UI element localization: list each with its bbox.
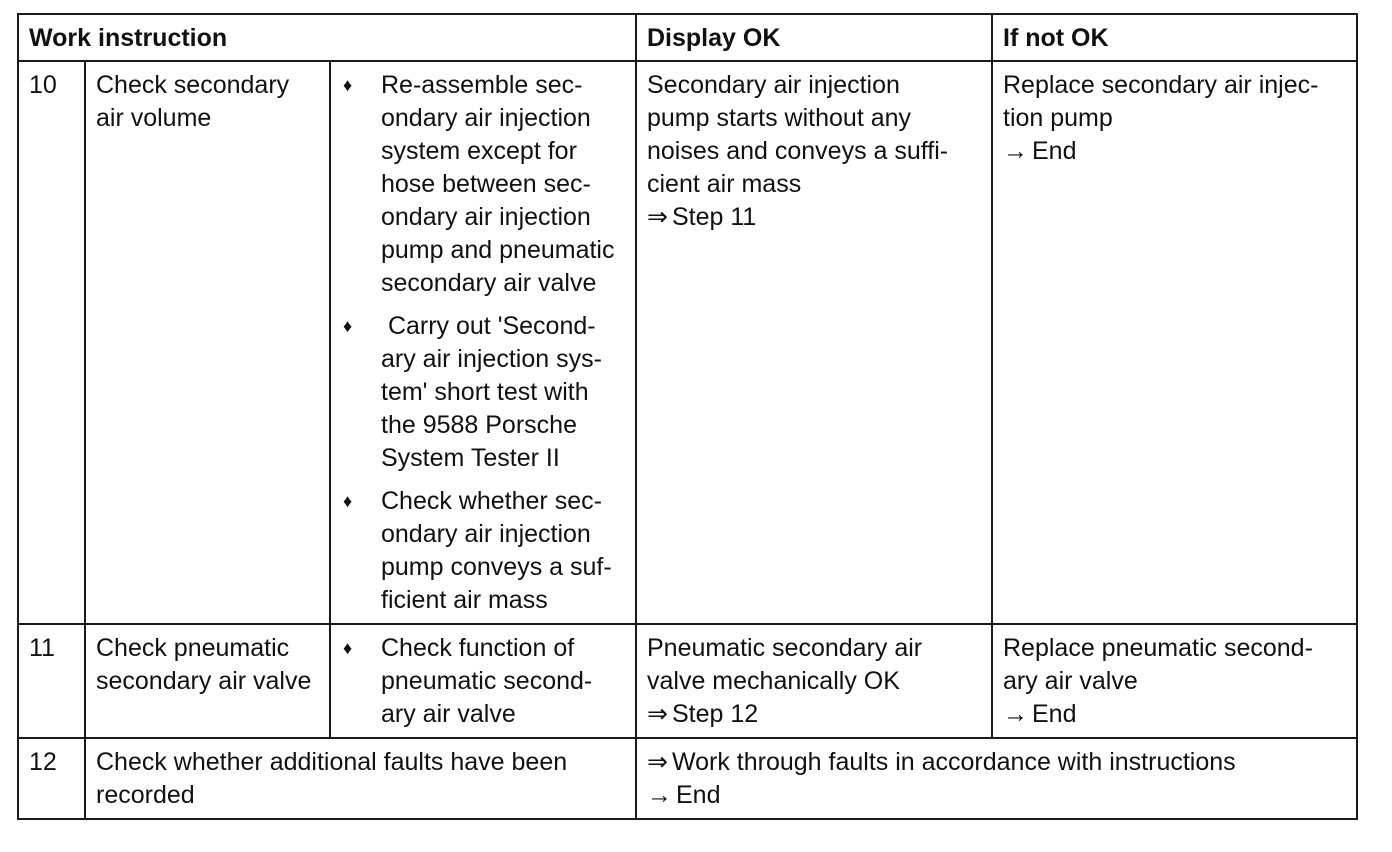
list-item: ♦ Re-assemble sec- ondary air injection system except for hose between sec- ondary air injection pump and pneumatic secondary air valve bbox=[343, 71, 615, 297]
end-label: End bbox=[1032, 137, 1077, 165]
step-actions bbox=[330, 61, 636, 624]
result-text: Work through faults in accordance with instructions bbox=[671, 748, 1236, 776]
step-number: 10 bbox=[18, 61, 85, 624]
double-arrow-icon: ⇒ bbox=[647, 203, 668, 231]
arrow-right-icon: → bbox=[1003, 137, 1028, 165]
diamond-bullet-icon: ♦ bbox=[343, 491, 353, 511]
if-not-ok-cell: Replace secondary air injec- tion pump → End bbox=[992, 61, 1357, 624]
end-label: End bbox=[676, 781, 721, 809]
table-row bbox=[18, 61, 1357, 624]
work-instruction-table bbox=[17, 13, 1358, 820]
if-not-ok-cell: Replace pneumatic second- ary air valve → End bbox=[992, 624, 1357, 738]
list-item: ♦ Check whether sec- ondary air injection pump conveys a suf- ficient air mass bbox=[343, 487, 612, 614]
next-step-link: Step 12 bbox=[671, 700, 759, 728]
next-step-link: Step 11 bbox=[671, 203, 757, 231]
step-title: Check pneumatic secondary air valve bbox=[85, 624, 330, 738]
double-arrow-icon: ⇒ bbox=[647, 748, 668, 776]
step-actions bbox=[330, 624, 636, 738]
step-number: 11 bbox=[18, 624, 85, 738]
arrow-right-icon: → bbox=[647, 781, 672, 809]
step-title: Check secondary air volume bbox=[85, 61, 330, 624]
display-ok-cell: Secondary air injection pump starts without any noises and conveys a suffi- cient air mass ⇒ Step 11 bbox=[636, 61, 992, 624]
result-cell bbox=[636, 738, 1357, 819]
table-row bbox=[18, 738, 1357, 819]
list-item: ♦ Check function of pneumatic second- ary air valve bbox=[343, 634, 593, 728]
header-if-not-ok: If not OK bbox=[992, 14, 1357, 61]
diamond-bullet-icon: ♦ bbox=[343, 316, 353, 336]
list-item: ♦ Carry out 'Second- ary air injection sys- tem' short test with the 9588 Porsche System Tester II bbox=[343, 312, 602, 472]
diamond-bullet-icon: ♦ bbox=[343, 75, 353, 95]
action-list bbox=[341, 632, 625, 731]
diamond-bullet-icon: ♦ bbox=[343, 638, 353, 658]
end-label: End bbox=[1032, 700, 1077, 728]
table-header-row bbox=[18, 14, 1357, 61]
step-title: Check whether additional faults have been recorded bbox=[85, 738, 636, 819]
table-row bbox=[18, 624, 1357, 738]
double-arrow-icon: ⇒ bbox=[647, 700, 668, 728]
display-ok-cell: Pneumatic secondary air valve mechanically OK ⇒ Step 12 bbox=[636, 624, 992, 738]
step-number: 12 bbox=[18, 738, 85, 819]
header-work-instruction: Work instruction bbox=[18, 14, 636, 61]
header-display-ok: Display OK bbox=[636, 14, 992, 61]
action-list bbox=[341, 69, 625, 617]
arrow-right-icon: → bbox=[1003, 700, 1028, 728]
